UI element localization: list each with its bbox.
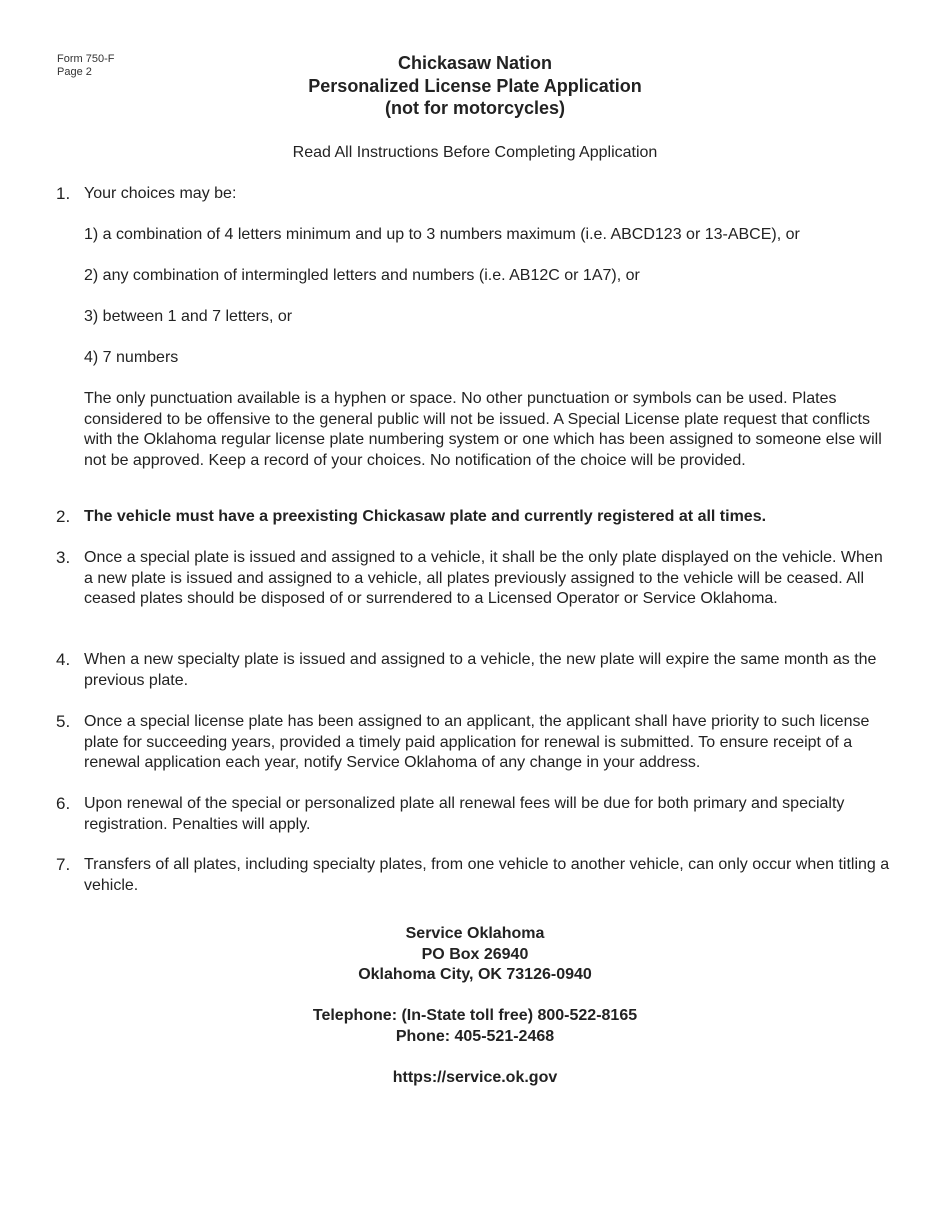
instruction-text: Your choices may be: [84, 185, 237, 202]
instruction-number: 1. [56, 184, 71, 203]
instruction-number: 5. [56, 712, 71, 731]
title-line-3: (not for motorcycles) [384, 98, 566, 118]
instruction-item-2 [56, 507, 896, 528]
choice-option-3: 3) between 1 and 7 letters, or [84, 308, 293, 325]
instruction-item-7 [56, 855, 896, 896]
instruction-item-5 [56, 712, 896, 774]
website-link[interactable]: https://service.ok.gov [392, 1069, 558, 1086]
instruction-text: Once a special license plate has been assigned to an applicant, the applicant shall have priority to such license plate for succeeding years, provided a timely paid application for renewal is submitted. To ensure receipt of a renewal application each year, notify Service Oklahoma of any change in your address. [84, 713, 870, 772]
title-line-1: Chickasaw Nation [397, 53, 553, 73]
instruction-item-4 [56, 650, 896, 691]
choice-option-4: 4) 7 numbers [84, 349, 179, 366]
instruction-text: Upon renewal of the special or personalized plate all renewal fees will be due for both primary and specialty registration. Penalties will apply. [84, 795, 845, 833]
instruction-number: 4. [56, 650, 71, 669]
form-number: Form 750-F [57, 53, 115, 65]
contact-phone: Phone: 405-521-2468 [395, 1027, 555, 1045]
contact-po-box: PO Box 26940 [421, 945, 529, 963]
instruction-number: 2. [56, 507, 71, 526]
page-title [0, 52, 950, 120]
instruction-item-3 [56, 548, 896, 610]
mailing-address [0, 924, 950, 986]
choice-option-2: 2) any combination of intermingled letters and numbers (i.e. AB12C or 1A7), or [84, 267, 640, 284]
instruction-text: Transfers of all plates, including specialty plates, from one vehicle to another vehicle, can only occur when titling a vehicle. [84, 856, 890, 894]
instruction-text: When a new specialty plate is issued and assigned to a vehicle, the new plate will expire the same month as the previous plate. [84, 651, 877, 689]
instruction-number: 6. [56, 794, 71, 813]
punctuation-note: The only punctuation available is a hyphen or space. No other punctuation or symbols can be used. Plates considered to be offensive to the general public will not be issued. A Special License plate request that conflicts with the Oklahoma regular license plate numbering system or one which has been assigned to someone else will not be approved. Keep a record of your choices. No notification of the choice will be provided. [84, 390, 882, 469]
instruction-text: The vehicle must have a preexisting Chickasaw plate and currently registered at all times. [84, 508, 767, 525]
phone-block [0, 1006, 950, 1047]
instruction-text: Once a special plate is issued and assigned to a vehicle, it shall be the only plate displayed on the vehicle. When a new plate is issued and assigned to a vehicle, all plates previously assigned to the vehicle will be ceased. All ceased plates should be disposed of or surrendered to a Licensed Operator or Service Oklahoma. [84, 549, 883, 608]
contact-org: Service Oklahoma [405, 925, 545, 942]
instruction-number: 3. [56, 548, 71, 567]
instructions-heading: Read All Instructions Before Completing Application [292, 144, 658, 161]
contact-city: Oklahoma City, OK 73126-0940 [358, 966, 592, 984]
instruction-item-1 [56, 184, 896, 205]
title-line-2: Personalized License Plate Application [308, 75, 642, 96]
instruction-item-6 [56, 794, 896, 835]
choice-option-1: 1) a combination of 4 letters minimum and up to 3 numbers maximum (i.e. ABCD123 or 13-ABCE), or [84, 226, 800, 243]
contact-telephone: Telephone: (In-State toll free) 800-522-8165 [312, 1007, 638, 1024]
instruction-number: 7. [56, 855, 71, 874]
page-number: Page 2 [57, 66, 92, 78]
